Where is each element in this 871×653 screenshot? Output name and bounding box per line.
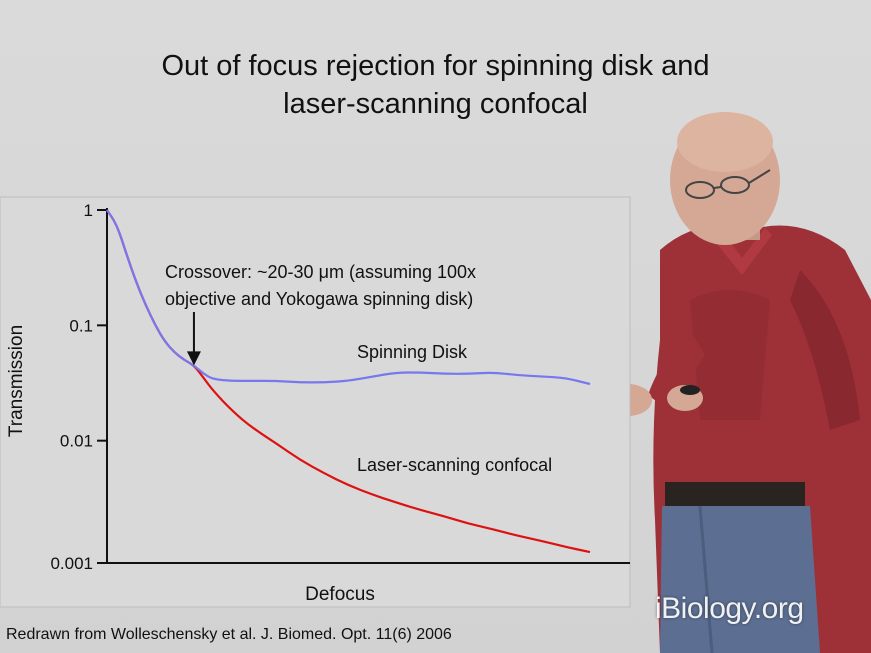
series-label-laser-scanning: Laser-scanning confocal <box>357 455 553 475</box>
y-tick-label: 0.01 <box>59 431 93 451</box>
plot-background <box>0 197 630 607</box>
y-axis-title: Transmission <box>6 324 27 438</box>
y-tick-label: 0.1 <box>69 316 93 336</box>
y-tick-label: 1 <box>83 201 93 220</box>
x-axis-title: Defocus <box>305 584 375 605</box>
slide-title-line-1: Out of focus rejection for spinning disk and <box>161 50 710 82</box>
citation-caption: Redrawn from Wolleschensky et al. J. Biomed. Opt. 11(6) 2006 <box>6 626 452 643</box>
crossover-annotation-line-2: objective and Yokogawa spinning disk) <box>165 289 474 309</box>
series-label-spinning-disk: Spinning Disk <box>357 342 468 362</box>
crossover-annotation-line-1: Crossover: ~20-30 μm (assuming 100x <box>165 262 477 282</box>
y-tick-label: 0.001 <box>50 554 93 573</box>
watermark-logo: iBiology.org <box>655 592 804 625</box>
slide-title-line-2: laser-scanning confocal <box>283 88 588 120</box>
